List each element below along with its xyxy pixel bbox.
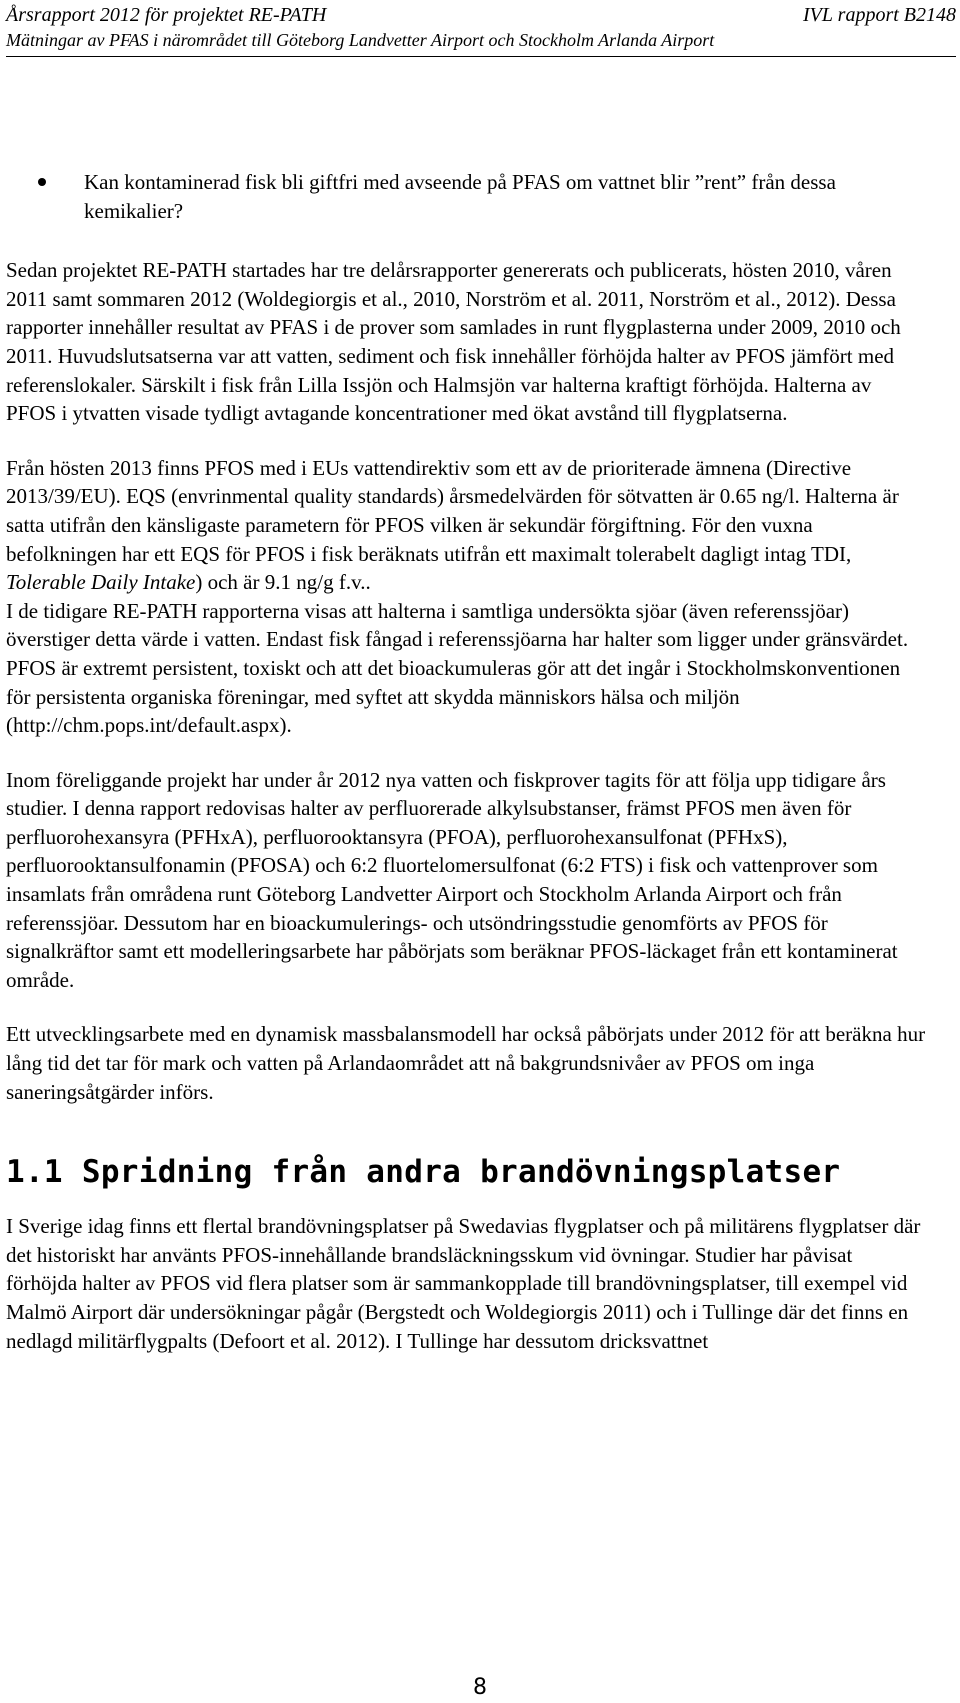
section-heading: 1.1 Spridning från andra brandövningsplatser: [6, 1154, 841, 1191]
bullet-icon: [6, 168, 84, 196]
paragraph-text: ) och är 9.1 ng/g f.v..: [195, 570, 371, 595]
report-number: IVL rapport B2148: [803, 4, 956, 26]
paragraph-text: Från hösten 2013 finns PFOS med i EUs vattendirektiv som ett av de prioriterade ämnena (Directive 2013/39/EU). EQS (envrinmental quality standards) årsmedelvärden för sötvatten är 0.65 ng/l. Halterna är satta utifrån den känsligaste parametern för PFOS vilken är sekundär förgiftning. För den vuxna befolkningen har ett EQS för PFOS i fisk beräknats utifrån ett maximalt tolerabelt dagligt intag TDI,: [6, 455, 899, 566]
bullet-item: [6, 168, 926, 225]
paragraph-previous-reports: Sedan projektet RE-PATH startades har tre delårsrapporter genererats och publicerats, hösten 2010, våren 2011 samt sommaren 2012 (Woldegiorgis et al., 2010, Norström et al. 2011, Norström et al., 2012). Dessa rapporter innehåller resultat av PFAS i de prover som samlades in runt flygplasterna under 2009, 2010 och 2011. Huvudslutsatserna var att vatten, sediment och fisk innehåller förhöjda halter av PFOS jämfört med referenslokaler. Särskilt i fisk från Lilla Issjön och Halmsjön var halterna kraftigt förhöjda. Halterna av PFOS i ytvatten visade tydligt avtagande koncentrationer med ökat avstånd till flygplatserna.: [6, 258, 901, 426]
header-rule: [6, 56, 956, 57]
header-line-1: [6, 2, 956, 28]
paragraph-current-project: Inom föreliggande projekt har under år 2012 nya vatten och fiskprover tagits för att följa upp tidigare års studier. I denna rapport redovisas halter av perfluorerade alkylsubstanser, främst PFOS men även för perfluorohexansyra (PFHxA), perfluorooktansyra (PFOA), perfluorohexansulfonat (PFHxS), perfluorooktansulfonamin (PFOSA) och 6:2 fluortelomersulfonat (6:2 FTS) i fisk och vattenprover som insamlats från områdena runt Göteborg Landvetter Airport och Stockholm Arlanda Airport och från referenssjöar. Dessutom har en bioackumulerings- och utsöndringsstudie genomförts av PFOS för signalkräftor samt ett modelleringsarbete har påbörjats som beräknar PFOS-läckaget från ett kontaminerat område.: [6, 767, 898, 992]
italic-term: Tolerable Daily Intake: [6, 570, 196, 595]
paragraph-stockholm-convention: PFOS är extremt persistent, toxiskt och att det bioackumuleras gör att det ingår i Stockholmskonventionen för persistenta organiska föreningar, med syftet att skydda människors hälsa och miljön (http://chm.pops.int/default.aspx).: [6, 655, 901, 738]
paragraph-mass-balance-model: Ett utvecklingsarbete med en dynamisk massbalansmodell har också påbörjats under 2012 för att beräkna hur lång tid det tar för mark och vatten på Arlandaområdet att nå bakgrundsnivåer av PFOS om inga saneringsåtgärder införs.: [6, 1022, 926, 1104]
bullet-item-text: Kan kontaminerad fisk bli giftfri med avseende på PFAS om vattnet blir ”rent” från dessa kemikalier?: [84, 170, 836, 223]
body-text: [6, 168, 926, 1355]
paragraph-water-directive: [6, 454, 926, 597]
paragraph-fire-training-sites: I Sverige idag finns ett flertal brandövningsplatser på Swedavias flygplatser och på militärens flygplatser där det historiskt har använts PFOS-innehållande brandsläckningsskum vid övningar. Studier har påvisat förhöjda halter av PFOS vid flera platser som är sammankopplade till brandövningsplatser, till exempel vid Malmö Airport där undersökningar pågår (Bergstedt och Woldegiorgis 2011) och i Tullinge där det finns en nedlagd militärflygpalts (Defoort et al. 2012). I Tullinge har dessutom dricksvattnet: [6, 1214, 921, 1353]
page-number: 8: [473, 1675, 487, 1700]
report-title: Årsrapport 2012 för projektet RE-PATH: [6, 4, 327, 26]
paragraph-previous-results: I de tidigare RE-PATH rapporterna visas att halterna i samtliga undersökta sjöar (även referenssjöar) överstiger detta värde i vatten. Endast fisk fångad i referenssjöarna har halter som ligger under gränsvärdet.: [6, 598, 909, 652]
report-subtitle: Mätningar av PFAS i närområdet till Göteborg Landvetter Airport och Stockholm Arlanda Airport: [6, 30, 715, 50]
running-header: [6, 2, 956, 57]
